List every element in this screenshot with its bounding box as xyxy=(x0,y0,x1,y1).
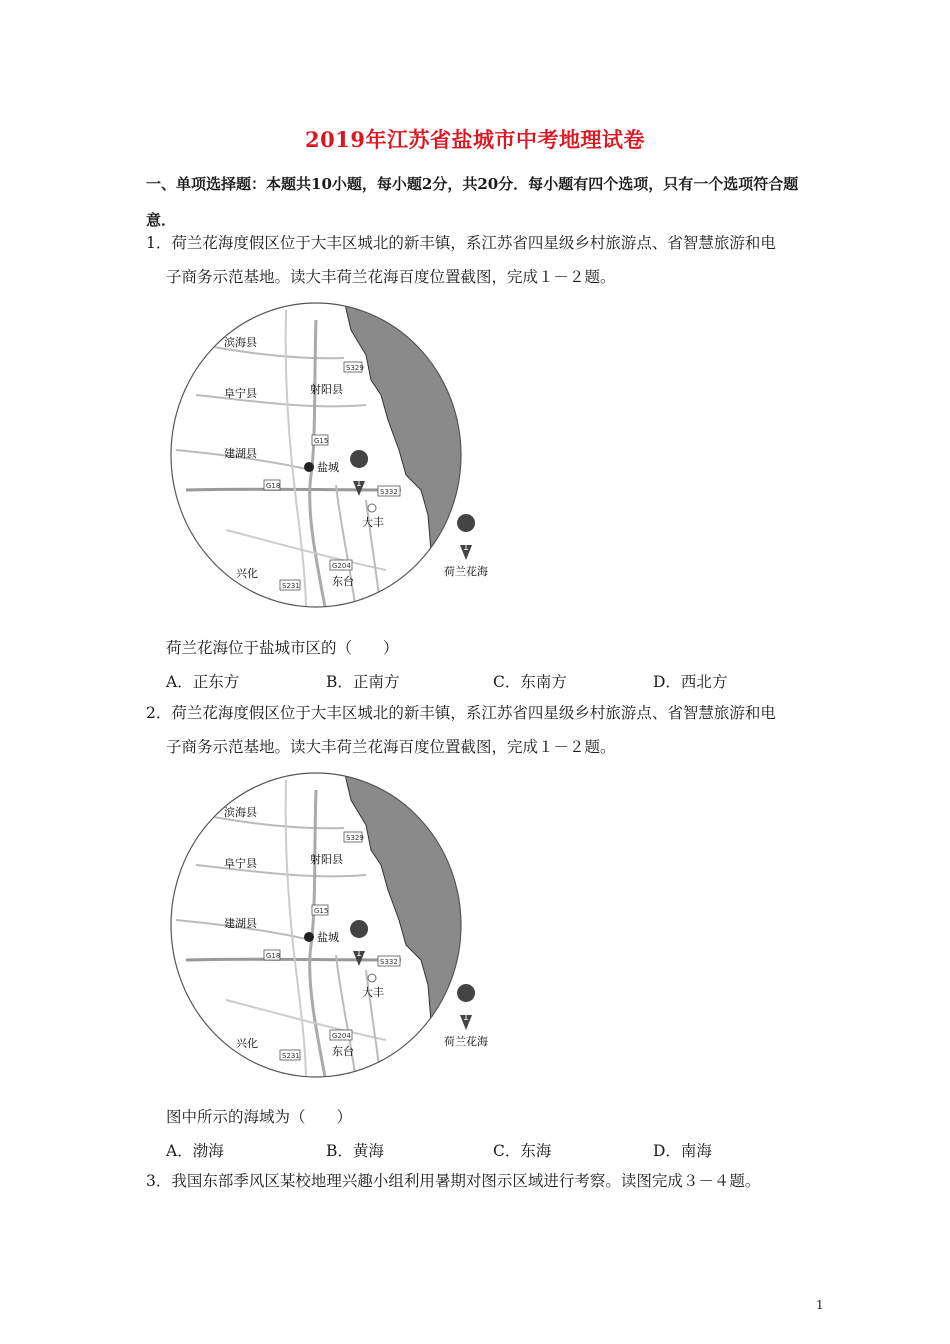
road-g15: G15 xyxy=(314,907,329,915)
question-2-number: 2． xyxy=(146,704,172,722)
label-xinghua: 兴化 xyxy=(236,1037,258,1050)
question-1 xyxy=(146,226,826,294)
label-yancheng: 盐城 xyxy=(317,931,339,944)
question-1-intro-line2: 子商务示范基地。读大丰荷兰花海百度位置截图，完成１－２题。 xyxy=(166,268,616,286)
label-holland-flower-sea: 荷兰花海 xyxy=(444,565,488,578)
road-g18: G18 xyxy=(266,952,281,960)
legend-pin-icon xyxy=(457,514,475,560)
label-binhai: 滨海县 xyxy=(224,806,257,819)
yancheng-dot xyxy=(304,932,314,942)
option-c[interactable]: C．东南方 xyxy=(493,673,567,691)
question-2-stem: 图中所示的海域为（ ） xyxy=(166,1108,353,1126)
option-b[interactable]: B．正南方 xyxy=(326,673,400,691)
page-title: 2019年江苏省盐城市中考地理试卷 xyxy=(305,127,645,152)
road-s231: S231 xyxy=(282,582,300,590)
road-s329: S329 xyxy=(346,834,364,842)
svg-text:1: 1 xyxy=(356,479,362,489)
label-dongtai: 东台 xyxy=(332,1045,354,1058)
label-jianhu: 建湖县 xyxy=(224,447,257,460)
label-sheyang: 射阳县 xyxy=(310,383,343,396)
question-1-number: 1． xyxy=(146,234,172,252)
road-g204: G204 xyxy=(332,1032,351,1040)
question-2-intro-line2: 子商务示范基地。读大丰荷兰花海百度位置截图，完成１－２题。 xyxy=(166,738,616,756)
option-b[interactable]: B．黄海 xyxy=(326,1142,384,1160)
question-3 xyxy=(146,1164,826,1198)
road-g18: G18 xyxy=(266,482,281,490)
map-figure-2 xyxy=(166,770,506,1082)
section-heading: 一、单项选择题：本题共10小题，每小题2分，共20分．每小题有四个选项，只有一个选项符合题意． xyxy=(146,175,799,229)
option-d[interactable]: D．西北方 xyxy=(653,673,728,691)
page-number: 1 xyxy=(816,1298,824,1312)
label-binhai: 滨海县 xyxy=(224,336,257,349)
label-funing: 阜宁县 xyxy=(224,387,257,400)
label-funing: 阜宁县 xyxy=(224,857,257,870)
question-2-intro-line1: 荷兰花海度假区位于大丰区城北的新丰镇，系江苏省四星级乡村旅游点、省智慧旅游和电 xyxy=(171,704,776,722)
option-d[interactable]: D．南海 xyxy=(653,1142,712,1160)
svg-text:1: 1 xyxy=(463,1013,469,1023)
label-dongtai: 东台 xyxy=(332,575,354,588)
question-2 xyxy=(146,696,826,764)
yancheng-dot xyxy=(304,462,314,472)
road-s332: S332 xyxy=(380,488,398,496)
label-xinghua: 兴化 xyxy=(236,567,258,580)
option-c[interactable]: C．东海 xyxy=(493,1142,552,1160)
label-yancheng: 盐城 xyxy=(317,461,339,474)
question-3-intro-line1: 我国东部季风区某校地理兴趣小组利用暑期对图示区域进行考察。读图完成３－４题。 xyxy=(171,1172,761,1190)
road-s231: S231 xyxy=(282,1052,300,1060)
label-holland-flower-sea: 荷兰花海 xyxy=(444,1035,488,1048)
question-3-number: 3． xyxy=(146,1172,172,1190)
road-g15: G15 xyxy=(314,437,329,445)
road-s329: S329 xyxy=(346,364,364,372)
road-g204: G204 xyxy=(332,562,351,570)
road-s332: S332 xyxy=(380,958,398,966)
label-jianhu: 建湖县 xyxy=(224,917,257,930)
question-1-stem: 荷兰花海位于盐城市区的（ ） xyxy=(166,639,399,657)
svg-text:1: 1 xyxy=(463,543,469,553)
option-a[interactable]: A．渤海 xyxy=(166,1142,224,1160)
svg-text:1: 1 xyxy=(356,949,362,959)
map-figure-1 xyxy=(166,300,506,612)
legend-pin-icon xyxy=(457,984,475,1030)
question-1-intro-line1: 荷兰花海度假区位于大丰区城北的新丰镇，系江苏省四星级乡村旅游点、省智慧旅游和电 xyxy=(171,234,776,252)
option-a[interactable]: A．正东方 xyxy=(166,673,240,691)
label-dafeng: 大丰 xyxy=(362,986,384,999)
label-dafeng: 大丰 xyxy=(362,516,384,529)
label-sheyang: 射阳县 xyxy=(310,853,343,866)
